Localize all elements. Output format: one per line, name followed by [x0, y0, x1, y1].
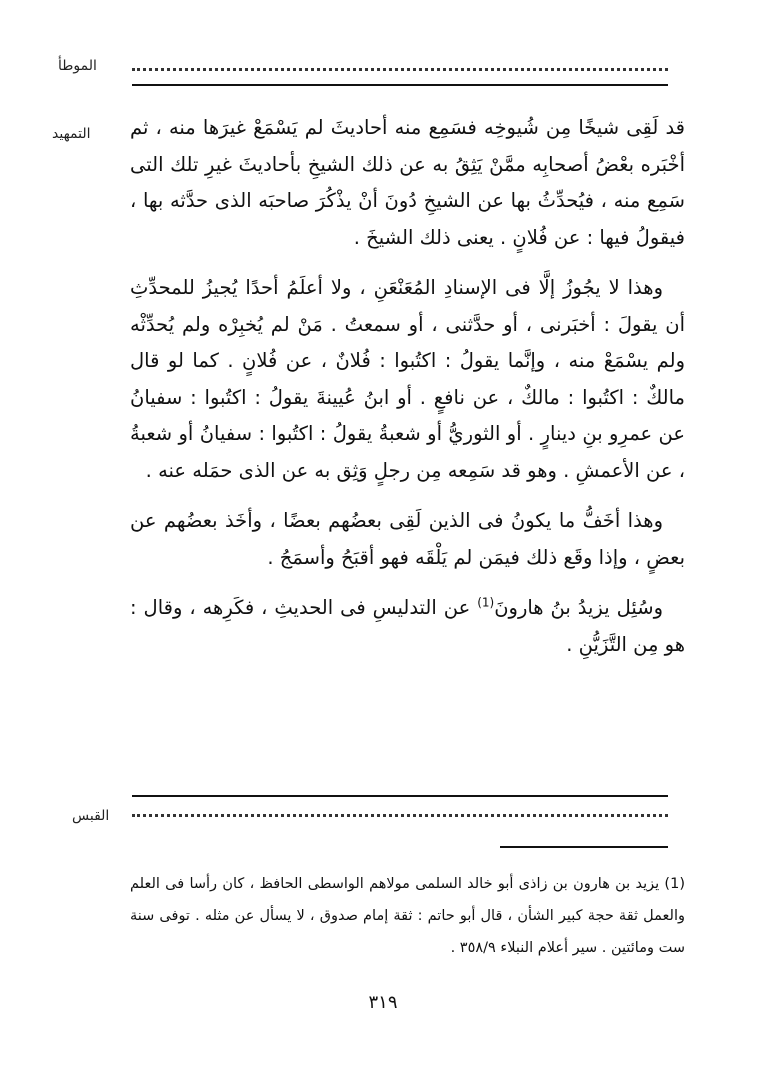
lower-rule-top [132, 795, 668, 797]
header-dotted-rule [132, 68, 668, 71]
page-number: ٣١٩ [368, 992, 398, 1013]
header-title: الموطأ [58, 58, 97, 74]
paragraph-3: وهذا أخَفُّ ما يكونُ فى الذين لَقِى بعضُهم بعضًا ، وأخَذ بعضُهم عن بعضٍ ، وإذا وقَع ذلك فيمَن لم يَلْقَه فهو أقبَحُ وأسمَجُ . [130, 509, 685, 569]
lower-dotted-rule [132, 814, 668, 817]
paragraph-2: وهذا لا يجُوزُ إلَّا فى الإسنادِ المُعَنْعَنِ ، ولا أعلَمُ أحدًا يُجيزُ للمحدِّثِ أن يقولَ : أخبَرنى ، أو حدَّثنى ، أو سمعتُ . مَنْ لم يُخبِرْه ولم يُحدِّثْه ولم يسْمَعْ منه ، وإنَّما يقولُ : اكتُبوا : فُلانٌ ، عن فُلانٍ . كما لو قال مالكٌ : اكتُبوا : مالكٌ ، عن نافعٍ . أو ابنُ عُيينةَ يقولُ : اكتُبوا : سفيانُ عن عمرِو بنِ دينارٍ . أو الثوريُّ أو شعبةُ يقولُ : اكتُبوا : سفيانُ أو شعبةُ ، عن الأعمشِ . وهو قد سَمِعه مِن رجلٍ وَثِق به عن الذى حمَله عنه . [130, 276, 685, 482]
main-text [130, 110, 685, 677]
margin-note-main: التمهيد [52, 126, 91, 142]
margin-note-lower: القبس [72, 808, 110, 824]
paragraph-1: قد لَقِى شيخًا مِن شُيوخِه فسَمِع منه أحاديثَ لم يَسْمَعْ غيرَها منه ، ثم أخْبَره بعْضُ أصحابِه ممَّنْ يَثِقُ به عن ذلك الشيخِ بأحاديثَ غيرِ تلك التى سَمِع منه ، فيُحدِّثُ بها عن الشيخِ دُونَ أنْ يذْكُرَ صاحبَه الذى حدَّثه بها ، فيقولُ فيها : عن فُلانٍ . يعنى ذلك الشيخَ . [130, 116, 685, 249]
paragraph-4: وسُئِل يزيدُ بنُ هارونَ$^{(1)}$ عن التدليسِ فى الحديثِ ، فكَرِهه ، وقال : هو مِن التَّزَيُّنِ . [130, 595, 685, 656]
footnote-marker: (1) [477, 595, 495, 610]
footnote: (1) يزيد بن هارون بن زاذى أبو خالد السلمى مولاهم الواسطى الحافظ ، كان رأسا فى العلم والعمل ثقة حجة كبير الشأن ، قال أبو حاتم : ثقة إمام صدوق ، لا يسأل عن مثله . توفى سنة ست ومائتين . سير أعلام النبلاء ٣٥٨/٩ . [130, 876, 685, 956]
footnote-separator [500, 846, 668, 848]
header-rule [132, 84, 668, 86]
